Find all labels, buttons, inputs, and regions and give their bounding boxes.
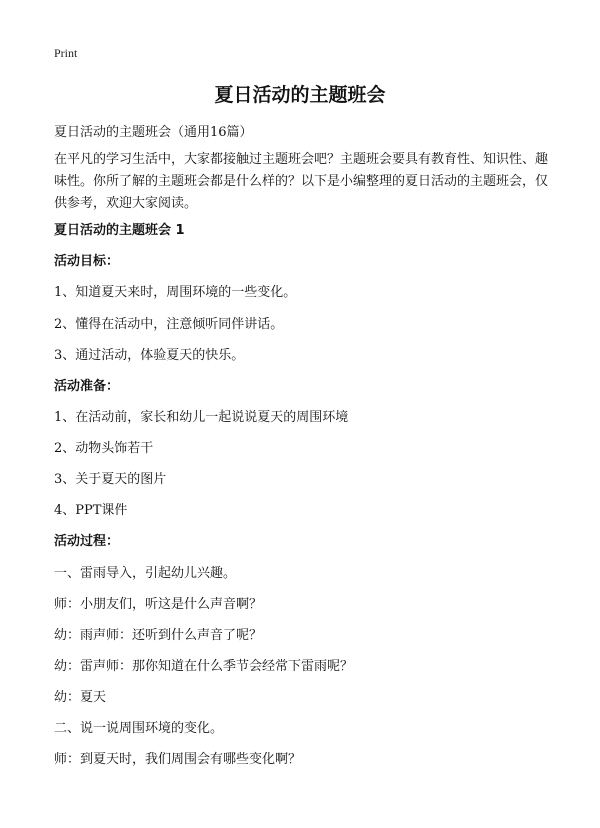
prep-heading: 活动准备： (54, 379, 120, 394)
process-item: 二、说一说周围环境的变化。 (54, 721, 224, 736)
goal-item: 2、懂得在活动中，注意倾听同伴讲话。 (54, 317, 284, 332)
prep-item: 2、动物头饰若干 (54, 441, 154, 456)
process-item: 幼：雨声师：还听到什么声音了呢？ (54, 628, 263, 643)
goals-heading: 活动目标： (54, 254, 120, 269)
section-heading: 夏日活动的主题班会 1 (54, 223, 185, 238)
process-item: 师：小朋友们，听这是什么声音啊？ (54, 597, 263, 612)
goal-item: 1、知道夏天来时，周围环境的一些变化。 (54, 285, 297, 300)
goal-item: 3、通过活动，体验夏天的快乐。 (54, 348, 245, 363)
print-link[interactable]: Print (54, 46, 78, 60)
prep-item: 1、在活动前，家长和幼儿一起说说夏天的周围环境 (54, 410, 349, 425)
process-item: 一、雷雨导入，引起幼儿兴趣。 (54, 566, 237, 581)
prep-item: 4、PPT课件 (54, 503, 128, 518)
process-item: 师：到夏天时，我们周围会有哪些变化啊？ (54, 752, 302, 767)
process-item: 幼：雷声师：那你知道在什么季节会经常下雷雨呢？ (54, 659, 354, 674)
process-item: 幼：夏天 (54, 690, 107, 705)
intro-paragraph: 在平凡的学习生活中，大家都接触过主题班会吧？主题班会要具有教育性、知识性、趣味性。你所了解的主题班会都是什么样的？以下是小编整理的夏日活动的主题班会，仅供参考，欢迎大家阅读。 (54, 152, 549, 211)
document-subtitle: 夏日活动的主题班会（通用16篇） (54, 125, 253, 140)
prep-item: 3、关于夏天的图片 (54, 472, 167, 487)
page-title: 夏日活动的主题班会 (214, 84, 386, 106)
process-heading: 活动过程： (54, 534, 120, 549)
